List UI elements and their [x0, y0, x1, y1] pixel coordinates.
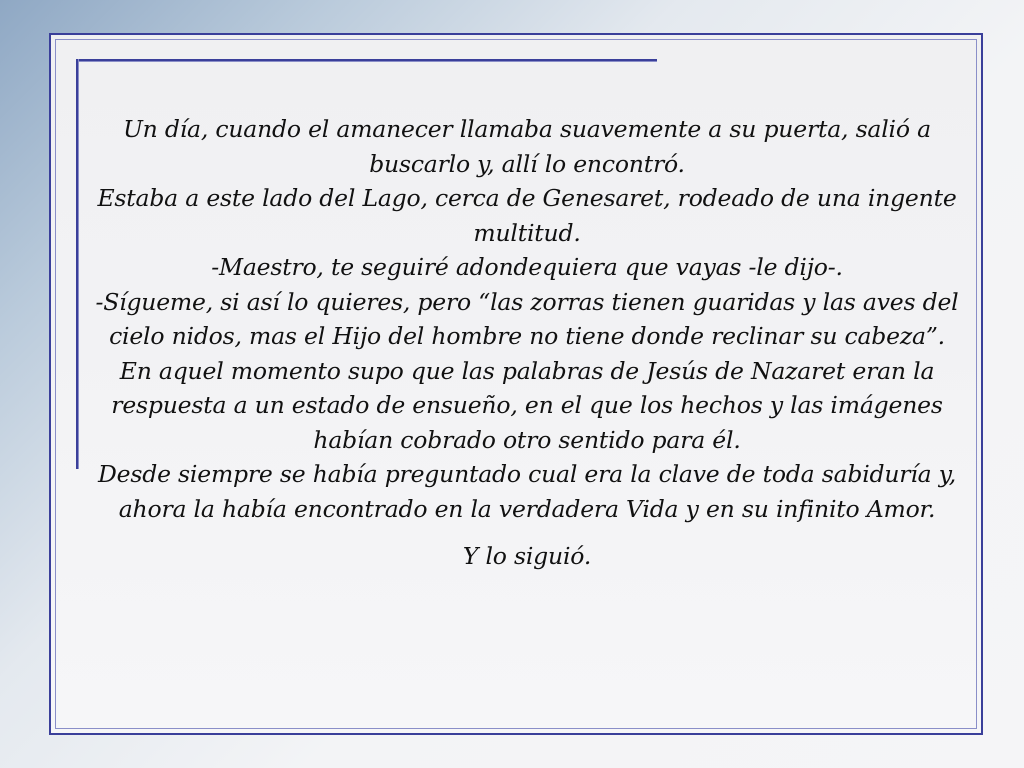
sigueme-quote: “las zorras tienen guaridas y las aves del cielo nidos, mas el Hijo del hombre no tiene donde reclinar su cabeza”. [109, 287, 959, 350]
paragraph-maestro: -Maestro, te seguiré adondequiera que vayas -le dijo-. [211, 253, 843, 281]
decorative-vertical-line [76, 59, 79, 469]
paragraph-closing: Y lo siguió. [462, 542, 592, 570]
decorative-horizontal-line [76, 59, 657, 62]
paragraph-sabiduria: Desde siempre se había preguntado cual era la clave de toda sabiduría y, ahora la había encontrado en la verdadera Vida y en su infinito Amor. [98, 460, 956, 523]
paragraph-dawn: Un día, cuando el amanecer llamaba suavemente a su puerta, salió a buscarlo y, allí lo encontró. [123, 115, 931, 178]
sigueme-lead: -Sígueme, si así lo quieres, pero [95, 287, 479, 316]
paragraph-lake: Estaba a este lado del Lago, cerca de Genesaret, rodeado de una ingente multitud. [97, 184, 957, 247]
paragraph-momento: En aquel momento supo que las palabras de Jesús de Nazaret eran la respuesta a un estado de ensueño, en el que los hechos y las imágenes habían cobrado otro sentido para él. [111, 356, 943, 454]
paragraph-sigueme [92, 285, 962, 354]
slide-text [92, 112, 962, 574]
